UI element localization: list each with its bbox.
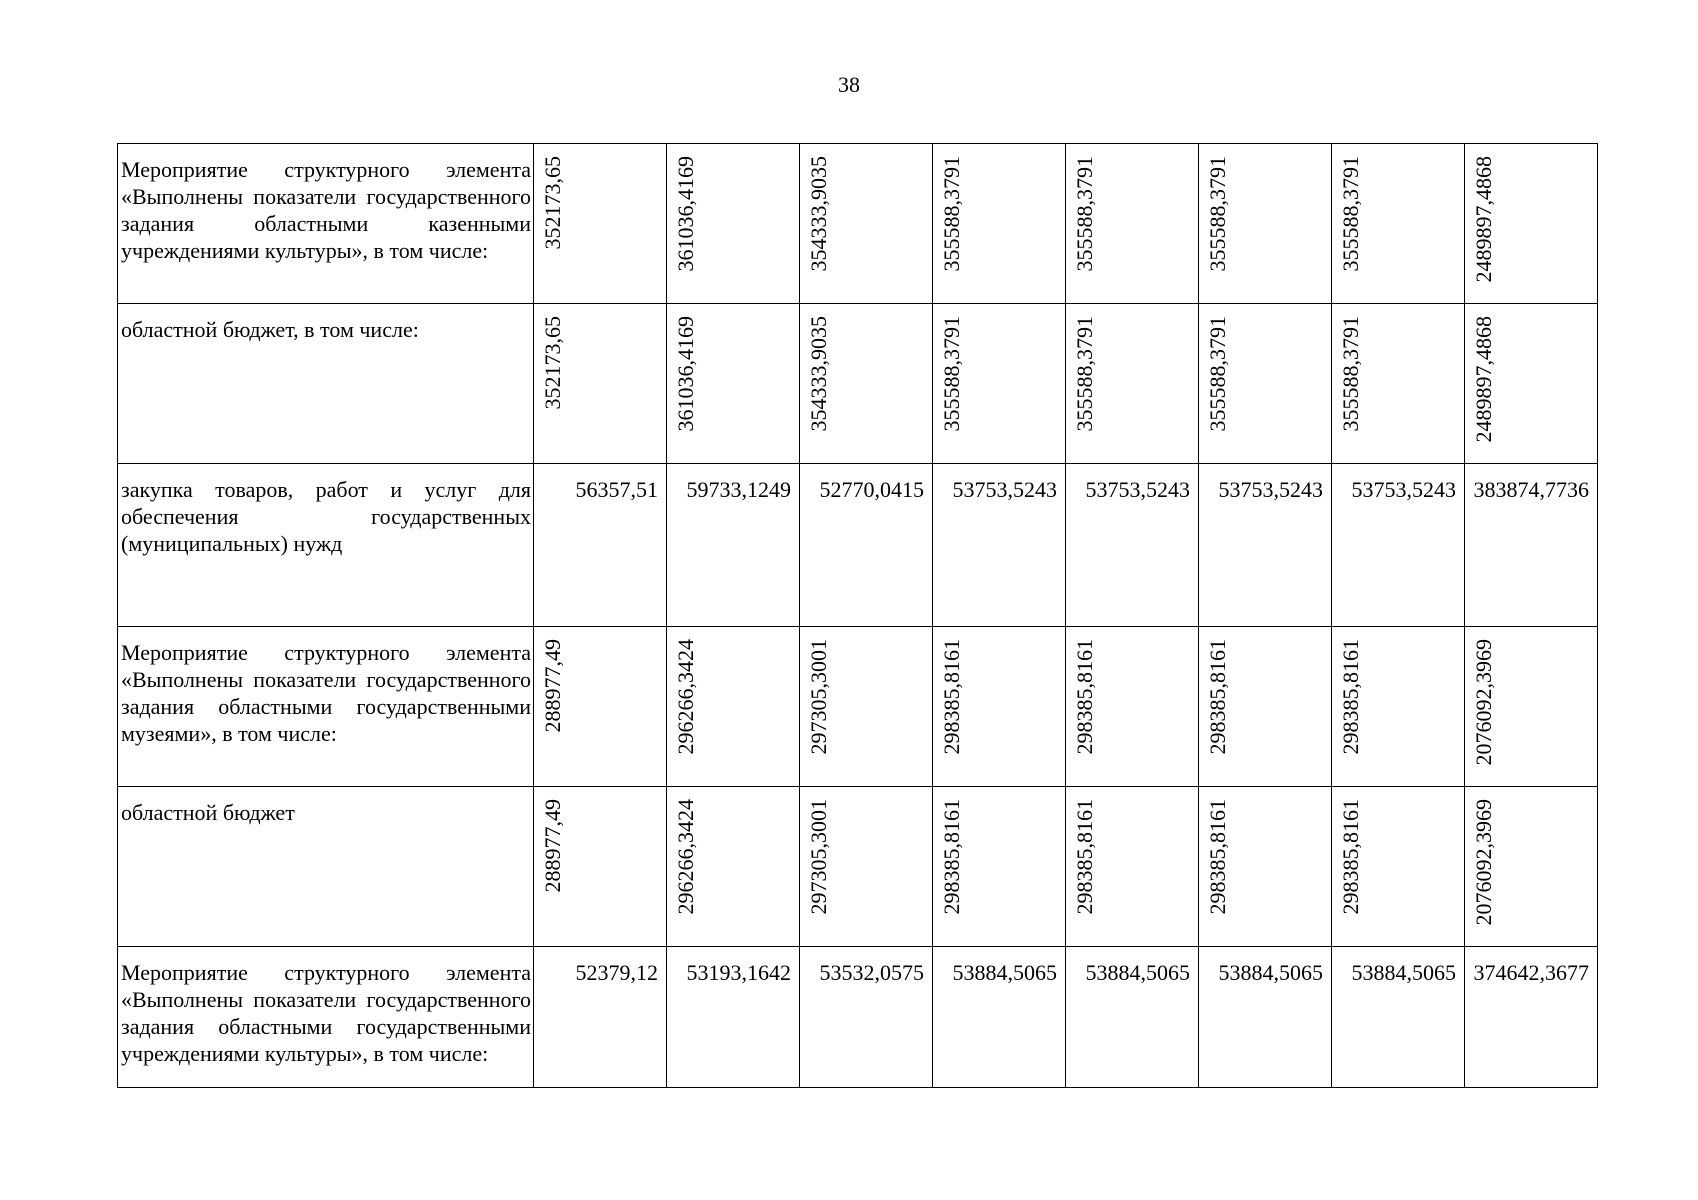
cell-value: 53753,5243 — [1218, 477, 1323, 502]
cell-value: 59733,1249 — [686, 477, 791, 502]
cell-value: 361036,4169 — [673, 156, 698, 272]
cell-value: 298385,8161 — [1338, 639, 1363, 755]
value-cell — [534, 627, 667, 787]
value-cell — [1066, 144, 1199, 304]
value-cell — [933, 464, 1066, 627]
cell-value: 297305,3001 — [806, 799, 831, 915]
value-cell — [667, 464, 800, 627]
cell-value: 2076092,3969 — [1471, 639, 1496, 766]
value-cell — [800, 304, 933, 464]
cell-value: 355588,3791 — [1338, 316, 1363, 432]
value-cell — [534, 304, 667, 464]
table-row — [118, 947, 1598, 1088]
cell-value: 2489897,4868 — [1471, 316, 1496, 443]
value-cell — [1066, 787, 1199, 947]
cell-value: 355588,3791 — [939, 156, 964, 272]
cell-value: 53884,5065 — [1218, 960, 1323, 985]
value-cell — [1332, 787, 1465, 947]
cell-value: 352173,65 — [540, 156, 565, 250]
budget-table — [117, 143, 1598, 1088]
cell-value: 298385,8161 — [1072, 639, 1097, 755]
cell-value: 352173,65 — [540, 316, 565, 410]
cell-value: 355588,3791 — [1205, 316, 1230, 432]
row-label: Мероприятие структурного элемента «Выполнены показатели государственного задания областными казенными учреждениями культуры», в том числе: — [118, 144, 534, 304]
cell-value: 298385,8161 — [1338, 799, 1363, 915]
value-cell — [667, 787, 800, 947]
cell-value: 56357,51 — [575, 477, 658, 502]
value-cell — [1332, 304, 1465, 464]
cell-value: 288977,49 — [540, 639, 565, 733]
cell-value: 355588,3791 — [1072, 316, 1097, 432]
page-number: 38 — [838, 72, 860, 97]
row-label: Мероприятие структурного элемента «Выполнены показатели государственного задания областными государственными учреждениями культуры», в том числе: — [118, 947, 534, 1088]
cell-value: 383874,7736 — [1473, 477, 1589, 502]
cell-value: 297305,3001 — [806, 639, 831, 755]
cell-value: 53532,0575 — [819, 960, 924, 985]
value-cell — [534, 947, 667, 1088]
value-cell — [1332, 144, 1465, 304]
row-label: областной бюджет — [118, 787, 534, 947]
value-cell — [800, 144, 933, 304]
table-row — [118, 144, 1598, 304]
value-cell — [1199, 144, 1332, 304]
cell-value: 2076092,3969 — [1471, 799, 1496, 926]
cell-value: 296266,3424 — [673, 799, 698, 915]
cell-value: 298385,8161 — [1072, 799, 1097, 915]
value-cell — [1066, 464, 1199, 627]
value-cell — [1332, 947, 1465, 1088]
cell-value: 53193,1642 — [686, 960, 791, 985]
value-cell — [1332, 627, 1465, 787]
value-cell — [800, 464, 933, 627]
cell-value: 288977,49 — [540, 799, 565, 893]
cell-value: 52379,12 — [575, 960, 658, 985]
budget-table-body — [118, 144, 1598, 1088]
row-label: областной бюджет, в том числе: — [118, 304, 534, 464]
cell-value: 52770,0415 — [819, 477, 924, 502]
cell-value: 298385,8161 — [1205, 639, 1230, 755]
value-cell — [1199, 304, 1332, 464]
value-cell — [933, 627, 1066, 787]
cell-value: 298385,8161 — [1205, 799, 1230, 915]
value-cell — [1066, 627, 1199, 787]
table-row — [118, 627, 1598, 787]
value-cell — [800, 787, 933, 947]
cell-value: 354333,9035 — [806, 316, 831, 432]
cell-value: 53753,5243 — [1085, 477, 1190, 502]
row-label: закупка товаров, работ и услуг для обеспечения государственных (муниципальных) нужд — [118, 464, 534, 627]
value-cell — [534, 787, 667, 947]
value-cell — [1199, 464, 1332, 627]
value-cell — [1465, 627, 1598, 787]
value-cell — [1199, 627, 1332, 787]
value-cell — [1199, 787, 1332, 947]
value-cell — [667, 947, 800, 1088]
cell-value: 2489897,4868 — [1471, 156, 1496, 283]
value-cell — [1465, 144, 1598, 304]
cell-value: 354333,9035 — [806, 156, 831, 272]
table-row — [118, 304, 1598, 464]
cell-value: 53753,5243 — [1351, 477, 1456, 502]
value-cell — [534, 144, 667, 304]
value-cell — [1465, 947, 1598, 1088]
row-label: Мероприятие структурного элемента «Выполнены показатели государственного задания областными государственными музеями», в том числе: — [118, 627, 534, 787]
value-cell — [667, 304, 800, 464]
value-cell — [534, 464, 667, 627]
cell-value: 355588,3791 — [1072, 156, 1097, 272]
value-cell — [1066, 947, 1199, 1088]
value-cell — [933, 144, 1066, 304]
value-cell — [1465, 464, 1598, 627]
value-cell — [667, 144, 800, 304]
value-cell — [933, 304, 1066, 464]
value-cell — [800, 947, 933, 1088]
table-row — [118, 464, 1598, 627]
value-cell — [1332, 464, 1465, 627]
cell-value: 53884,5065 — [952, 960, 1057, 985]
cell-value: 298385,8161 — [939, 799, 964, 915]
cell-value: 53884,5065 — [1085, 960, 1190, 985]
value-cell — [800, 627, 933, 787]
cell-value: 355588,3791 — [1205, 156, 1230, 272]
cell-value: 355588,3791 — [1338, 156, 1363, 272]
cell-value: 53753,5243 — [952, 477, 1057, 502]
cell-value: 53884,5065 — [1351, 960, 1456, 985]
cell-value: 374642,3677 — [1473, 960, 1589, 985]
value-cell — [1199, 947, 1332, 1088]
cell-value: 361036,4169 — [673, 316, 698, 432]
value-cell — [667, 627, 800, 787]
table-row — [118, 787, 1598, 947]
value-cell — [933, 787, 1066, 947]
value-cell — [1066, 304, 1199, 464]
value-cell — [1465, 304, 1598, 464]
cell-value: 298385,8161 — [939, 639, 964, 755]
value-cell — [933, 947, 1066, 1088]
cell-value: 355588,3791 — [939, 316, 964, 432]
cell-value: 296266,3424 — [673, 639, 698, 755]
value-cell — [1465, 787, 1598, 947]
